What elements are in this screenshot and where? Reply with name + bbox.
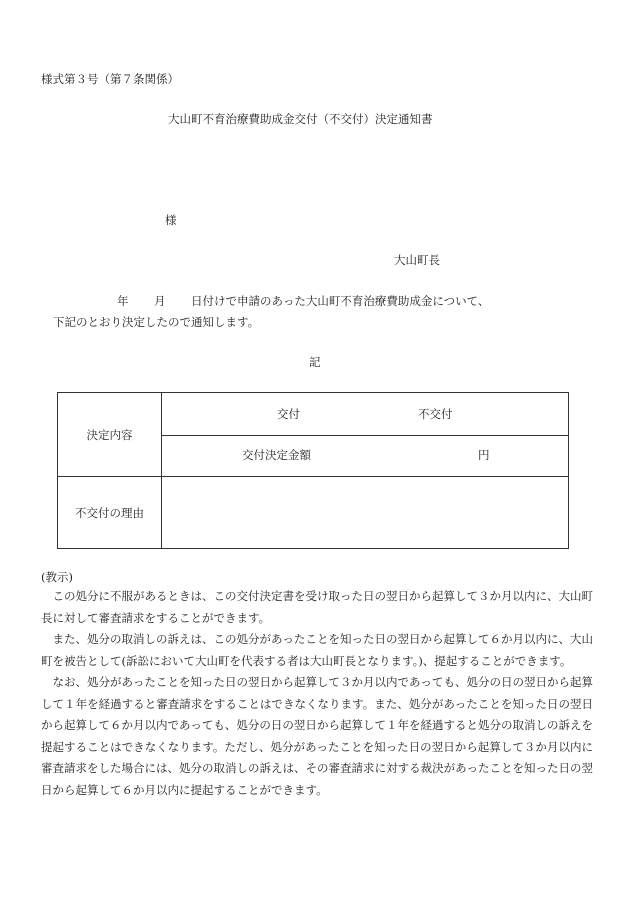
amount-label: 交付決定金額 [242, 448, 311, 462]
year-label: 年 [117, 294, 129, 308]
notice-paragraph-2: また、処分の取消しの訴えは、この処分があったことを知った日の翌日から起算して６か月以内に、大山町を被告として(訴訟において大山町を代表する者は大山町長となります。)、提起することができます。 [41, 632, 593, 668]
document-title: 大山町不育治療費助成金交付（不交付）決定通知書 [168, 112, 433, 126]
sender-name: 大山町長 [394, 253, 440, 267]
reason-value [162, 477, 569, 549]
option-cell [162, 393, 569, 436]
addressee-honorific: 様 [165, 213, 177, 227]
notice-paragraph-3: なお、処分があったことを知った日の翌日から起算して３か月以内であっても、処分の日の翌日から起算して１年を経過すると審査請求をすることはできなくなります。また、処分があったことを知った日の翌日から起算して６か月以内であっても、処分の日の翌日から起算して１年を経過すると処分の取消しの訴えを提起することはできなくなります。ただし、処分があったことを知った日の翌日から起算して３か月以内に審査請求をした場合には、処分の取消しの訴えは、その審査請求に対する裁決があったことを知った日の翌日から起算して６か月以内に提起することができます。 [41, 675, 593, 797]
form-number: 様式第３号（第７条関係） [41, 72, 179, 86]
month-label: 月 [154, 294, 166, 308]
grant-option: 交付 [277, 407, 300, 421]
intro-line-2: 下記のとおり決定したので通知します。 [53, 315, 260, 329]
decision-table [57, 392, 569, 549]
amount-cell [162, 436, 569, 477]
notice-body [41, 586, 593, 801]
intro-line-1: 日付けで申請のあった大山町不育治療費助成金について、 [191, 294, 490, 308]
nongrant-option: 不交付 [418, 407, 453, 421]
yen-unit: 円 [478, 448, 490, 462]
notice-paragraph-1: この処分に不服があるときは、この交付決定書を受け取った日の翌日から起算して３か月以内に、大山町長に対して審査請求をすることができます。 [41, 589, 593, 625]
decision-label: 決定内容 [58, 393, 162, 477]
reason-label: 不交付の理由 [58, 477, 162, 549]
ki-mark: 記 [309, 355, 321, 369]
notice-heading: (教示) [41, 570, 73, 584]
